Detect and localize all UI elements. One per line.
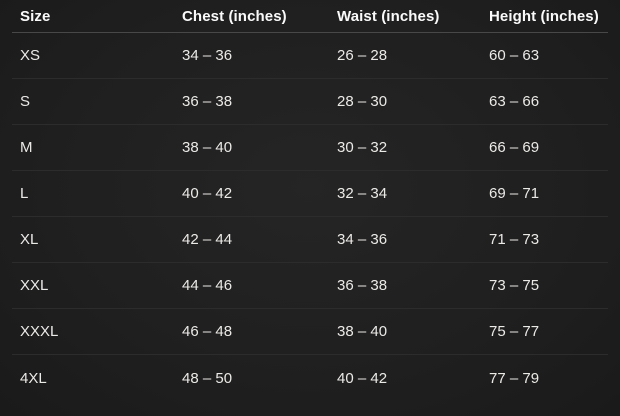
chest-cell: 42 – 44: [182, 231, 233, 248]
height-cell: 63 – 66: [489, 93, 540, 110]
waist-cell: 34 – 36: [337, 231, 388, 248]
table-row-xxl: [12, 263, 608, 309]
height-cell: 75 – 77: [489, 323, 540, 340]
size-cell: L: [20, 185, 29, 202]
chest-cell: 38 – 40: [182, 139, 233, 156]
table-row-l: [12, 171, 608, 217]
height-cell: 73 – 75: [489, 277, 540, 294]
column-header-size: Size: [20, 7, 51, 25]
waist-cell: 36 – 38: [337, 277, 388, 294]
size-cell: XXL: [20, 277, 49, 294]
waist-cell: 26 – 28: [337, 47, 388, 64]
column-header-chest: Chest (inches): [182, 7, 287, 25]
chest-cell: 40 – 42: [182, 185, 233, 202]
chest-cell: 46 – 48: [182, 323, 233, 340]
height-cell: 69 – 71: [489, 185, 540, 202]
table-header-row: [12, 0, 608, 33]
size-cell: XL: [20, 231, 39, 248]
chest-cell: 44 – 46: [182, 277, 233, 294]
height-cell: 77 – 79: [489, 369, 540, 387]
waist-cell: 30 – 32: [337, 139, 388, 156]
table-row-xl: [12, 217, 608, 263]
table-row-xxxl: [12, 309, 608, 355]
chest-cell: 36 – 38: [182, 93, 233, 110]
table-row-xs: [12, 33, 608, 79]
waist-cell: 28 – 30: [337, 93, 388, 110]
table-row-m: [12, 125, 608, 171]
size-cell: 4XL: [20, 369, 47, 387]
chest-cell: 34 – 36: [182, 47, 233, 64]
column-header-waist: Waist (inches): [337, 7, 440, 25]
chest-cell: 48 – 50: [182, 369, 233, 387]
height-cell: 66 – 69: [489, 139, 540, 156]
waist-cell: 40 – 42: [337, 369, 388, 387]
column-header-height: Height (inches): [489, 7, 599, 25]
table-row-4xl: [12, 355, 608, 401]
size-cell: S: [20, 93, 31, 110]
waist-cell: 32 – 34: [337, 185, 388, 202]
size-chart-table: [12, 0, 608, 401]
size-cell: M: [20, 139, 33, 156]
waist-cell: 38 – 40: [337, 323, 388, 340]
size-cell: XS: [20, 47, 41, 64]
height-cell: 71 – 73: [489, 231, 540, 248]
table-row-s: [12, 79, 608, 125]
size-cell: XXXL: [20, 323, 59, 340]
height-cell: 60 – 63: [489, 47, 540, 64]
